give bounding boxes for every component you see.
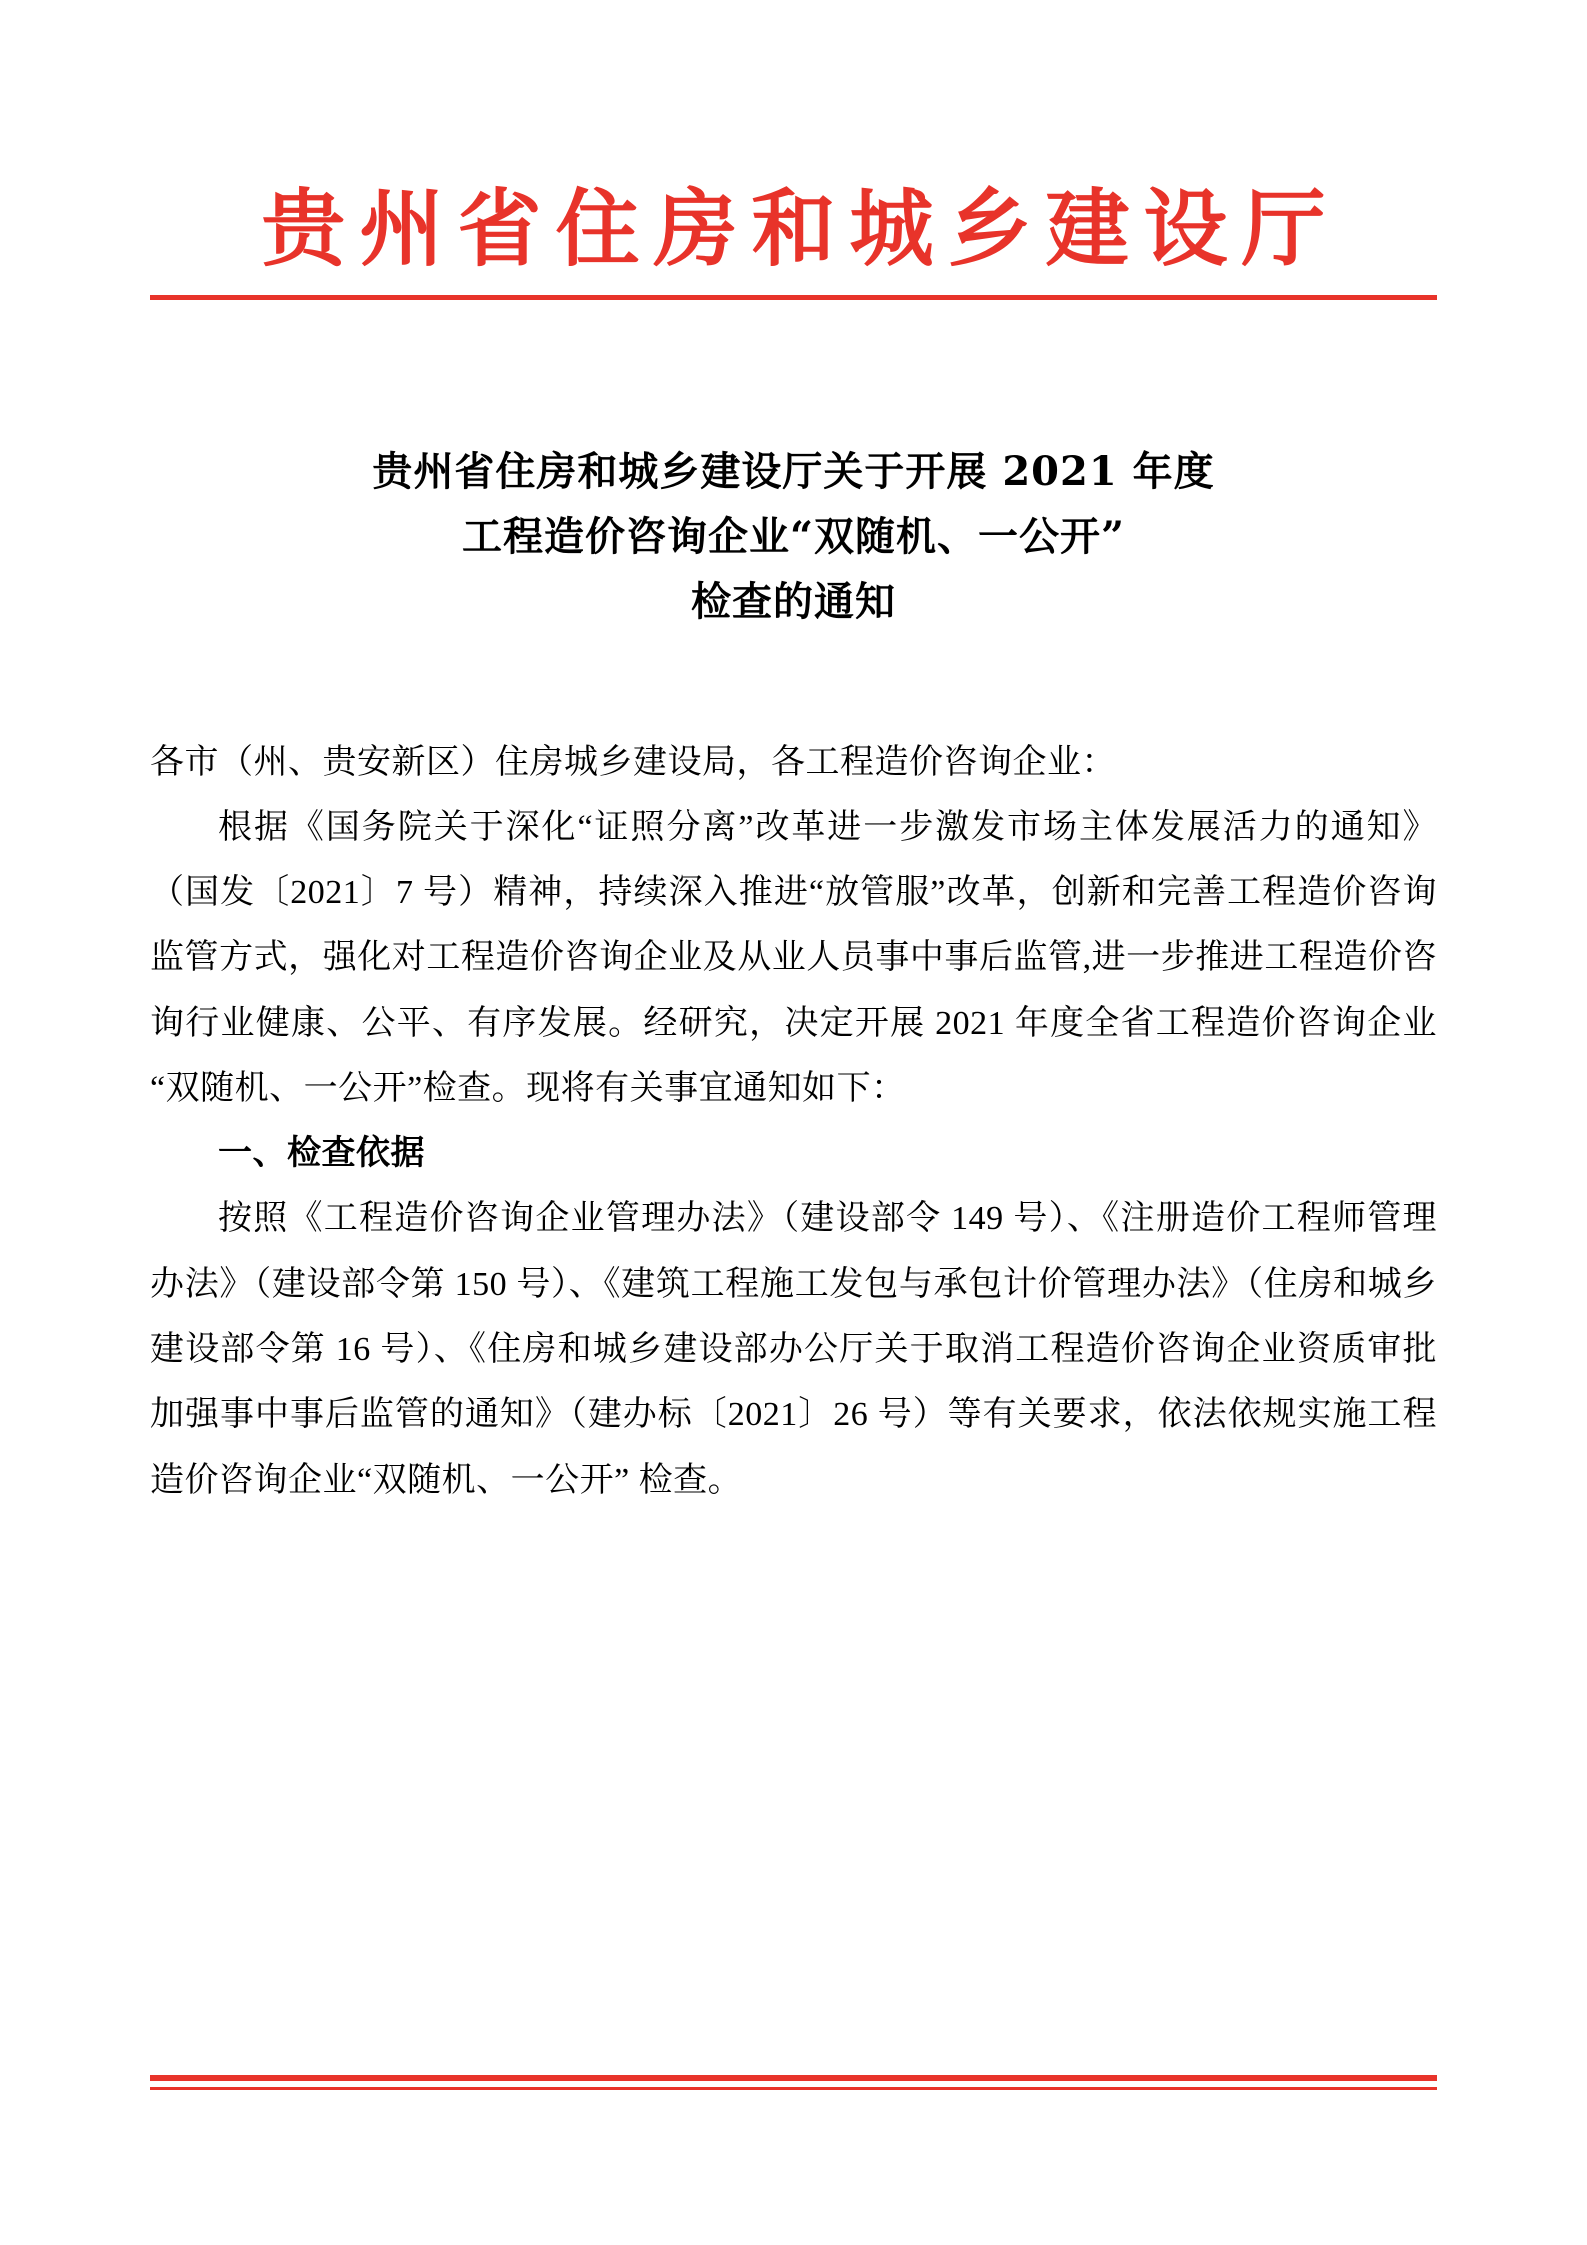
section-heading-1: 一、检查依据	[218, 1133, 425, 1174]
issuing-organization-title: 贵州省住房和城乡建设厅	[261, 179, 1340, 278]
addressee-line: 各市（州、贵安新区）住房城乡建设局，各工程造价咨询企业：	[150, 743, 1116, 781]
document-title-line-3: 检查的通知	[691, 577, 896, 625]
masthead	[150, 0, 1437, 300]
document-title	[150, 440, 1437, 634]
footer-rules	[150, 2075, 1437, 2090]
masthead-rule	[150, 295, 1437, 300]
document-body	[150, 730, 1437, 1513]
body-paragraph-1: 根据《国务院关于深化“证照分离”改革进一步激发市场主体发展活力的通知》（国发〔2021〕7 号）精神，持续深入推进“放管服”改革，创新和完善工程造价咨询监管方式，强化对工程造价咨询企业及从业人员事中事后监管,进一步推进工程造价咨询行业健康、公平、有序发展。经研究，决定开展 2021 年度全省工程造价咨询企业“双随机、一公开”检查。现将有关事宜通知如下：	[150, 808, 1437, 1107]
section-1-paragraph-1: 按照《工程造价咨询企业管理办法》（建设部令 149 号）、《注册造价工程师管理办法》（建设部令第 150 号）、《建筑工程施工发包与承包计价管理办法》（住房和城乡建设部令第 16 号）、《住房和城乡建设部办公厅关于取消工程造价咨询企业资质审批加强事中事后监管的通知》（建办标〔2021〕26 号）等有关要求，依法依规实施工程造价咨询企业“双随机、一公开” 检查。	[150, 1200, 1437, 1499]
footer-rule-thin	[150, 2087, 1437, 2090]
footer-rule-thick	[150, 2075, 1437, 2081]
document-title-line-1: 贵州省住房和城乡建设厅关于开展 2021 年度	[372, 448, 1215, 496]
document-title-line-2: 工程造价咨询企业“双随机、一公开”	[461, 512, 1125, 560]
